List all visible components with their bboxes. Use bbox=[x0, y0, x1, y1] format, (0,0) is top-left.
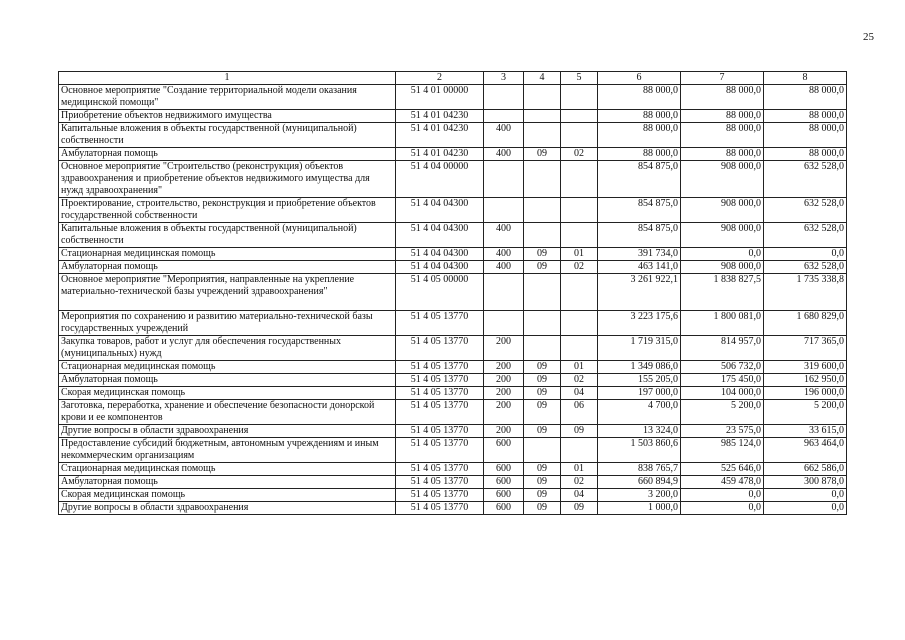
section-cell: 09 bbox=[524, 489, 561, 502]
amount-col8-cell: 717 365,0 bbox=[764, 336, 847, 361]
table-row bbox=[59, 438, 847, 463]
target-article-code-cell: 51 4 05 13770 bbox=[396, 476, 484, 489]
amount-col7-cell: 1 800 081,0 bbox=[681, 311, 764, 336]
header-cell-7: 7 bbox=[681, 72, 764, 85]
amount-col8-cell: 963 464,0 bbox=[764, 438, 847, 463]
expense-type-cell bbox=[484, 198, 524, 223]
expense-name-cell: Основное мероприятие "Строительство (реконструкция) объектов здравоохранения и приобретение объектов недвижимого имущества для нужд здравоохранения" bbox=[59, 161, 396, 198]
target-article-code-cell: 51 4 05 13770 bbox=[396, 361, 484, 374]
expense-name-cell: Другие вопросы в области здравоохранения bbox=[59, 425, 396, 438]
expense-name-cell: Стационарная медицинская помощь bbox=[59, 361, 396, 374]
amount-col6-cell: 155 205,0 bbox=[598, 374, 681, 387]
section-cell: 09 bbox=[524, 361, 561, 374]
expense-name-cell: Основное мероприятие "Создание территориальной модели оказания медицинской помощи" bbox=[59, 85, 396, 110]
table-row bbox=[59, 274, 847, 311]
expense-type-cell bbox=[484, 311, 524, 336]
target-article-code-cell: 51 4 05 13770 bbox=[396, 425, 484, 438]
expense-name-cell: Предоставление субсидий бюджетным, автономным учреждениям и иным некоммерческим организациям bbox=[59, 438, 396, 463]
target-article-code-cell: 51 4 05 13770 bbox=[396, 400, 484, 425]
section-cell: 09 bbox=[524, 261, 561, 274]
expense-name-cell: Капитальные вложения в объекты государственной (муниципальной) собственности bbox=[59, 223, 396, 248]
subsection-cell: 04 bbox=[561, 387, 598, 400]
section-cell bbox=[524, 110, 561, 123]
subsection-cell: 02 bbox=[561, 148, 598, 161]
amount-col6-cell: 660 894,9 bbox=[598, 476, 681, 489]
expense-type-cell: 200 bbox=[484, 361, 524, 374]
table-body bbox=[59, 72, 847, 515]
subsection-cell: 01 bbox=[561, 463, 598, 476]
expense-name-cell: Амбулаторная помощь bbox=[59, 374, 396, 387]
amount-col8-cell: 196 000,0 bbox=[764, 387, 847, 400]
amount-col7-cell: 814 957,0 bbox=[681, 336, 764, 361]
target-article-code-cell: 51 4 05 13770 bbox=[396, 463, 484, 476]
amount-col6-cell: 838 765,7 bbox=[598, 463, 681, 476]
subsection-cell bbox=[561, 198, 598, 223]
subsection-cell: 01 bbox=[561, 361, 598, 374]
expense-name-cell: Мероприятия по сохранению и развитию материально-технической базы государственных учреждений bbox=[59, 311, 396, 336]
expense-name-cell: Амбулаторная помощь bbox=[59, 148, 396, 161]
table-row bbox=[59, 400, 847, 425]
section-cell bbox=[524, 311, 561, 336]
expense-type-cell: 600 bbox=[484, 476, 524, 489]
expense-type-cell bbox=[484, 274, 524, 311]
amount-col7-cell: 1 838 827,5 bbox=[681, 274, 764, 311]
expense-name-cell: Другие вопросы в области здравоохранения bbox=[59, 502, 396, 515]
subsection-cell: 01 bbox=[561, 248, 598, 261]
expense-type-cell: 200 bbox=[484, 400, 524, 425]
amount-col6-cell: 88 000,0 bbox=[598, 85, 681, 110]
table-row bbox=[59, 502, 847, 515]
section-cell: 09 bbox=[524, 400, 561, 425]
table-row bbox=[59, 248, 847, 261]
amount-col8-cell: 33 615,0 bbox=[764, 425, 847, 438]
section-cell: 09 bbox=[524, 425, 561, 438]
subsection-cell bbox=[561, 85, 598, 110]
expense-type-cell bbox=[484, 85, 524, 110]
table-row bbox=[59, 123, 847, 148]
expense-type-cell bbox=[484, 110, 524, 123]
subsection-cell: 06 bbox=[561, 400, 598, 425]
expense-type-cell: 200 bbox=[484, 336, 524, 361]
table-row bbox=[59, 110, 847, 123]
subsection-cell: 09 bbox=[561, 425, 598, 438]
table-row bbox=[59, 387, 847, 400]
subsection-cell bbox=[561, 110, 598, 123]
expense-type-cell: 600 bbox=[484, 489, 524, 502]
table-row bbox=[59, 489, 847, 502]
amount-col6-cell: 854 875,0 bbox=[598, 198, 681, 223]
header-cell-5: 5 bbox=[561, 72, 598, 85]
amount-col7-cell: 908 000,0 bbox=[681, 161, 764, 198]
amount-col6-cell: 854 875,0 bbox=[598, 223, 681, 248]
target-article-code-cell: 51 4 04 04300 bbox=[396, 261, 484, 274]
subsection-cell: 02 bbox=[561, 261, 598, 274]
amount-col8-cell: 88 000,0 bbox=[764, 110, 847, 123]
subsection-cell: 09 bbox=[561, 502, 598, 515]
header-cell-4: 4 bbox=[524, 72, 561, 85]
section-cell bbox=[524, 223, 561, 248]
expense-name-cell: Основное мероприятие "Мероприятия, направленные на укрепление материально-технической базы учреждений здравоохранения" bbox=[59, 274, 396, 311]
amount-col8-cell: 319 600,0 bbox=[764, 361, 847, 374]
section-cell: 09 bbox=[524, 148, 561, 161]
amount-col7-cell: 506 732,0 bbox=[681, 361, 764, 374]
amount-col8-cell: 1 735 338,8 bbox=[764, 274, 847, 311]
target-article-code-cell: 51 4 04 04300 bbox=[396, 248, 484, 261]
amount-col8-cell: 88 000,0 bbox=[764, 148, 847, 161]
amount-col8-cell: 300 878,0 bbox=[764, 476, 847, 489]
target-article-code-cell: 51 4 01 00000 bbox=[396, 85, 484, 110]
target-article-code-cell: 51 4 01 04230 bbox=[396, 148, 484, 161]
table-row bbox=[59, 425, 847, 438]
amount-col7-cell: 525 646,0 bbox=[681, 463, 764, 476]
amount-col8-cell: 632 528,0 bbox=[764, 161, 847, 198]
subsection-cell: 02 bbox=[561, 476, 598, 489]
subsection-cell bbox=[561, 311, 598, 336]
subsection-cell bbox=[561, 123, 598, 148]
amount-col6-cell: 463 141,0 bbox=[598, 261, 681, 274]
expense-name-cell: Скорая медицинская помощь bbox=[59, 489, 396, 502]
amount-col8-cell: 0,0 bbox=[764, 502, 847, 515]
amount-col8-cell: 1 680 829,0 bbox=[764, 311, 847, 336]
expense-type-cell: 400 bbox=[484, 123, 524, 148]
target-article-code-cell: 51 4 05 13770 bbox=[396, 336, 484, 361]
expense-type-cell: 200 bbox=[484, 387, 524, 400]
amount-col7-cell: 459 478,0 bbox=[681, 476, 764, 489]
table-row bbox=[59, 336, 847, 361]
subsection-cell: 02 bbox=[561, 374, 598, 387]
header-cell-2: 2 bbox=[396, 72, 484, 85]
expense-name-cell: Приобретение объектов недвижимого имущества bbox=[59, 110, 396, 123]
amount-col7-cell: 104 000,0 bbox=[681, 387, 764, 400]
expense-name-cell: Заготовка, переработка, хранение и обеспечение безопасности донорской крови и ее компонентов bbox=[59, 400, 396, 425]
table-row bbox=[59, 374, 847, 387]
section-cell: 09 bbox=[524, 463, 561, 476]
expense-name-cell: Амбулаторная помощь bbox=[59, 476, 396, 489]
header-cell-8: 8 bbox=[764, 72, 847, 85]
expense-name-cell: Капитальные вложения в объекты государственной (муниципальной) собственности bbox=[59, 123, 396, 148]
amount-col8-cell: 88 000,0 bbox=[764, 85, 847, 110]
amount-col8-cell: 162 950,0 bbox=[764, 374, 847, 387]
expense-type-cell: 400 bbox=[484, 148, 524, 161]
expense-type-cell bbox=[484, 161, 524, 198]
amount-col6-cell: 88 000,0 bbox=[598, 123, 681, 148]
amount-col7-cell: 88 000,0 bbox=[681, 110, 764, 123]
section-cell bbox=[524, 336, 561, 361]
amount-col6-cell: 3 261 922,1 bbox=[598, 274, 681, 311]
expense-name-cell: Стационарная медицинская помощь bbox=[59, 248, 396, 261]
expense-type-cell: 400 bbox=[484, 248, 524, 261]
amount-col6-cell: 391 734,0 bbox=[598, 248, 681, 261]
expense-type-cell: 600 bbox=[484, 502, 524, 515]
amount-col7-cell: 908 000,0 bbox=[681, 223, 764, 248]
table-row bbox=[59, 148, 847, 161]
amount-col7-cell: 0,0 bbox=[681, 502, 764, 515]
expense-type-cell: 600 bbox=[484, 438, 524, 463]
section-cell bbox=[524, 85, 561, 110]
subsection-cell bbox=[561, 161, 598, 198]
amount-col8-cell: 0,0 bbox=[764, 248, 847, 261]
section-cell: 09 bbox=[524, 374, 561, 387]
table-row bbox=[59, 463, 847, 476]
amount-col8-cell: 632 528,0 bbox=[764, 198, 847, 223]
table-row bbox=[59, 85, 847, 110]
amount-col6-cell: 1 503 860,6 bbox=[598, 438, 681, 463]
section-cell: 09 bbox=[524, 248, 561, 261]
amount-col7-cell: 23 575,0 bbox=[681, 425, 764, 438]
amount-col8-cell: 632 528,0 bbox=[764, 261, 847, 274]
amount-col7-cell: 88 000,0 bbox=[681, 85, 764, 110]
subsection-cell bbox=[561, 223, 598, 248]
table-header-row bbox=[59, 72, 847, 85]
subsection-cell bbox=[561, 336, 598, 361]
header-cell-6: 6 bbox=[598, 72, 681, 85]
amount-col6-cell: 1 000,0 bbox=[598, 502, 681, 515]
expense-type-cell: 200 bbox=[484, 374, 524, 387]
target-article-code-cell: 51 4 04 00000 bbox=[396, 161, 484, 198]
expense-type-cell: 200 bbox=[484, 425, 524, 438]
amount-col6-cell: 3 200,0 bbox=[598, 489, 681, 502]
target-article-code-cell: 51 4 05 13770 bbox=[396, 387, 484, 400]
expense-type-cell: 400 bbox=[484, 223, 524, 248]
budget-table bbox=[58, 71, 847, 515]
expense-name-cell: Амбулаторная помощь bbox=[59, 261, 396, 274]
table-row bbox=[59, 161, 847, 198]
expense-type-cell: 400 bbox=[484, 261, 524, 274]
target-article-code-cell: 51 4 05 13770 bbox=[396, 502, 484, 515]
amount-col7-cell: 88 000,0 bbox=[681, 123, 764, 148]
amount-col8-cell: 5 200,0 bbox=[764, 400, 847, 425]
header-cell-1: 1 bbox=[59, 72, 396, 85]
table-row bbox=[59, 223, 847, 248]
target-article-code-cell: 51 4 01 04230 bbox=[396, 123, 484, 148]
amount-col6-cell: 88 000,0 bbox=[598, 148, 681, 161]
table-row bbox=[59, 476, 847, 489]
target-article-code-cell: 51 4 05 00000 bbox=[396, 274, 484, 311]
amount-col8-cell: 88 000,0 bbox=[764, 123, 847, 148]
section-cell bbox=[524, 438, 561, 463]
section-cell: 09 bbox=[524, 387, 561, 400]
target-article-code-cell: 51 4 05 13770 bbox=[396, 438, 484, 463]
section-cell: 09 bbox=[524, 476, 561, 489]
amount-col6-cell: 3 223 175,6 bbox=[598, 311, 681, 336]
amount-col6-cell: 854 875,0 bbox=[598, 161, 681, 198]
subsection-cell bbox=[561, 274, 598, 311]
target-article-code-cell: 51 4 05 13770 bbox=[396, 489, 484, 502]
target-article-code-cell: 51 4 04 04300 bbox=[396, 198, 484, 223]
table-row bbox=[59, 311, 847, 336]
amount-col8-cell: 0,0 bbox=[764, 489, 847, 502]
header-cell-3: 3 bbox=[484, 72, 524, 85]
amount-col8-cell: 632 528,0 bbox=[764, 223, 847, 248]
table-row bbox=[59, 261, 847, 274]
expense-name-cell: Скорая медицинская помощь bbox=[59, 387, 396, 400]
target-article-code-cell: 51 4 04 04300 bbox=[396, 223, 484, 248]
amount-col7-cell: 908 000,0 bbox=[681, 261, 764, 274]
subsection-cell: 04 bbox=[561, 489, 598, 502]
expense-name-cell: Закупка товаров, работ и услуг для обеспечения государственных (муниципальных) нужд bbox=[59, 336, 396, 361]
amount-col7-cell: 908 000,0 bbox=[681, 198, 764, 223]
amount-col7-cell: 5 200,0 bbox=[681, 400, 764, 425]
amount-col6-cell: 1 719 315,0 bbox=[598, 336, 681, 361]
expense-name-cell: Проектирование, строительство, реконструкция и приобретение объектов государственной собственности bbox=[59, 198, 396, 223]
subsection-cell bbox=[561, 438, 598, 463]
amount-col6-cell: 1 349 086,0 bbox=[598, 361, 681, 374]
amount-col6-cell: 13 324,0 bbox=[598, 425, 681, 438]
amount-col7-cell: 175 450,0 bbox=[681, 374, 764, 387]
amount-col7-cell: 0,0 bbox=[681, 248, 764, 261]
expense-type-cell: 600 bbox=[484, 463, 524, 476]
table-row bbox=[59, 198, 847, 223]
section-cell bbox=[524, 123, 561, 148]
section-cell bbox=[524, 274, 561, 311]
section-cell bbox=[524, 198, 561, 223]
amount-col6-cell: 88 000,0 bbox=[598, 110, 681, 123]
target-article-code-cell: 51 4 05 13770 bbox=[396, 311, 484, 336]
table-row bbox=[59, 361, 847, 374]
amount-col6-cell: 4 700,0 bbox=[598, 400, 681, 425]
section-cell bbox=[524, 161, 561, 198]
amount-col6-cell: 197 000,0 bbox=[598, 387, 681, 400]
amount-col7-cell: 985 124,0 bbox=[681, 438, 764, 463]
target-article-code-cell: 51 4 01 04230 bbox=[396, 110, 484, 123]
expense-name-cell: Стационарная медицинская помощь bbox=[59, 463, 396, 476]
page-number: 25 bbox=[863, 31, 874, 43]
amount-col8-cell: 662 586,0 bbox=[764, 463, 847, 476]
target-article-code-cell: 51 4 05 13770 bbox=[396, 374, 484, 387]
section-cell: 09 bbox=[524, 502, 561, 515]
amount-col7-cell: 0,0 bbox=[681, 489, 764, 502]
amount-col7-cell: 88 000,0 bbox=[681, 148, 764, 161]
